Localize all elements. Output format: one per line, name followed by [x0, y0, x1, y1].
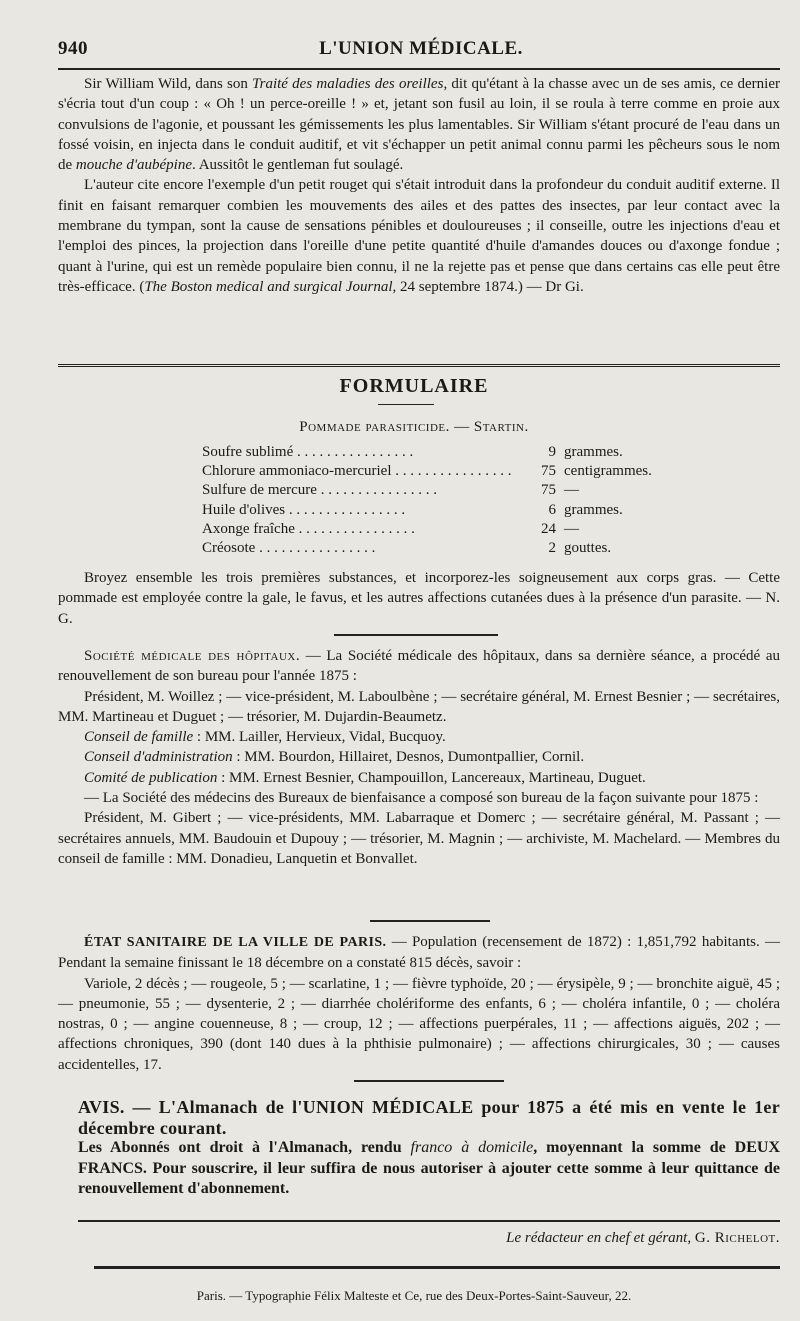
avis-rule	[78, 1220, 780, 1222]
divider-rule-2	[370, 920, 490, 922]
ingredient-row	[202, 444, 684, 463]
ingredient-name: Axonge fraîche . . . . . . . . . . . . . . . .	[202, 520, 415, 537]
avis-line-1: AVIS. — L'Almanach de l'UNION MÉDICALE pour 1875 a été mis en vente le 1er décembre courant.	[78, 1097, 780, 1138]
recipe-title: Pommade parasiticide. — Startin.	[299, 419, 529, 435]
printer-imprint: Paris. — Typographie Félix Malteste et Ce, rue des Deux-Portes-Saint-Sauveur, 22.	[196, 1288, 632, 1303]
avis-notice	[78, 1097, 780, 1200]
ingredient-row	[202, 502, 684, 521]
ingredient-quantity: 6	[548, 501, 556, 518]
ingredient-name: Huile d'olives . . . . . . . . . . . . . . . .	[202, 501, 406, 518]
bienfaisance-members: Président, M. Gibert ; — vice-présidents, MM. Labarraque et Domerc ; — secrétaire général, M. Passant ; — secrétaires annuels, MM. Baudouin et Dupouy ; — trésorier, M. Magnin ; — archiviste, M. Machelard. — Membres du conseil de famille : MM. Donadieu, Lanquetin et Bonvallet.	[58, 810, 780, 867]
etat-sanitaire-intro: ÉTAT SANITAIRE DE LA VILLE DE PARIS. — Population (recensement de 1872) : 1,851,792 habitants. — Pendant la semaine finissant le 18 décembre on a constaté 815 décès, savoir :	[58, 934, 780, 972]
conseil-administration: Conseil d'administration : MM. Bourdon, Hillairet, Desnos, Dumontpallier, Cornil.	[84, 749, 585, 766]
formulaire-underline	[378, 404, 434, 405]
ingredient-row	[202, 463, 684, 482]
societe-intro: Société médicale des hôpitaux. — La Société médicale des hôpitaux, dans sa dernière séance, a procédé au renouvellement de son bureau pour l'année 1875 :	[58, 648, 781, 685]
comite-publication: Comité de publication : MM. Ernest Besnier, Champouillon, Lancereaux, Martineau, Duguet.	[84, 769, 646, 786]
ingredient-quantity: 9	[548, 444, 556, 460]
ingredient-unit: grammes.	[564, 444, 623, 460]
journal-title: L'UNION MÉDICALE.	[319, 38, 523, 59]
ingredient-table	[202, 444, 684, 559]
divider-rule-3	[354, 1080, 504, 1082]
article-paragraph-2: L'auteur cite encore l'exemple d'un petit rouget qui s'était introduit dans la profondeur du conduit auditif externe. Il finit en faisant remarquer combien les mouvements des ailes et des pattes des insectes, par leur contact avec la membrane du tympan, sont la cause de sensations pénibles et douloureuses ; il conseille, outre les injections d'eau et l'emploi des pinces, la projection dans l'oreille d'une petite quantité d'huile d'amandes douces ou d'axonge fondue ; quant à l'urine, qui est un remède populaire bien connu, il ne la rejette pas et pense que dans certains cas elle peut être très-efficace. (The Boston medical and surgical Journal, 24 septembre 1874.) — Dr Gi.	[58, 177, 780, 295]
ingredient-name: Soufre sublimé . . . . . . . . . . . . . . . .	[202, 444, 414, 460]
ingredient-quantity: 75	[541, 463, 556, 480]
ingredient-quantity: 75	[541, 482, 556, 499]
ingredient-unit: grammes.	[564, 501, 623, 518]
header-rule	[58, 68, 780, 70]
conseil-famille: Conseil de famille : MM. Lailler, Hervieux, Vidal, Bucquoy.	[84, 729, 446, 746]
avis-line-2: Les Abonnés ont droit à l'Almanach, rendu franco à domicile, moyennant la somme de DEUX FRANCS. Pour souscrire, il leur suffira de nous autoriser à ajouter cette somme à leur quittance de renouvellement d'abonnement.	[78, 1139, 780, 1197]
ingredient-unit: —	[564, 482, 579, 499]
article-paragraph-1: Sir William Wild, dans son Traité des maladies des oreilles, dit qu'étant à la chasse avec un de ses amis, ce dernier s'écria tout d'un coup : « Oh ! un perce-oreille ! » et, jetant son fusil au loin, il se roula à terre comme en proie aux convulsions de l'agonie, et poussant les gémissements les plus lamentables. Sir William s'étant procuré de l'eau dans un fossé voisin, en injecta dans le conduit auditif, et vit s'échapper un petit animal connu parmi les pêcheurs sous le nom de mouche d'aubépine. Aussitôt le gentleman fut soulagé.	[58, 76, 780, 174]
cited-work: Traité des maladies des oreilles	[252, 76, 444, 92]
journal-page	[34, 0, 794, 1321]
bienfaisance-intro: — La Société des médecins des Bureaux de bienfaisance a composé son bureau de la façon suivante pour 1875 :	[84, 790, 759, 807]
etat-sanitaire-title: ÉTAT SANITAIRE DE LA VILLE DE PARIS.	[84, 935, 387, 950]
ingredient-quantity: 2	[548, 539, 556, 556]
section-divider	[58, 364, 780, 367]
ingredient-row	[202, 540, 684, 559]
ingredient-row	[202, 521, 684, 540]
article-ear-insects	[58, 74, 780, 297]
societe-title: Société médicale des hôpitaux.	[84, 648, 301, 664]
societe-officers: Président, M. Woillez ; — vice-président, M. Laboulbène ; — secrétaire général, M. Ernest Besnier ; — secrétaires, MM. Martineau et Duguet ; — trésorier, M. Dujardin-Beaumetz.	[58, 688, 780, 725]
ingredient-name: Sulfure de mercure . . . . . . . . . . . . . . . .	[202, 482, 437, 499]
ingredient-unit: gouttes.	[564, 539, 612, 556]
divider-rule	[334, 634, 498, 636]
footer-rule	[94, 1266, 780, 1269]
editor-signature: Le rédacteur en chef et gérant, G. Richelot.	[506, 1230, 780, 1246]
formulaire-heading: FORMULAIRE	[339, 375, 489, 397]
ingredient-name: Chlorure ammoniaco-mercuriel . . . . . . . . . . . . . . . .	[202, 463, 512, 480]
ingredient-unit: —	[564, 520, 579, 537]
etat-sanitaire-section	[58, 932, 780, 1075]
ingredient-row	[202, 482, 684, 501]
ingredient-name: Créosote . . . . . . . . . . . . . . . .	[202, 539, 376, 556]
page-header	[58, 34, 784, 64]
recipe-instructions: Broyez ensemble les trois premières substances, et incorporez-les soigneusement aux corps gras. — Cette pommade est employée contre la gale, le favus, et les autres affections cutanées dues à la présence d'un parasite. — N. G.	[58, 570, 780, 627]
societe-section	[58, 646, 780, 869]
ingredient-quantity: 24	[541, 520, 556, 537]
source-journal: The Boston medical and surgical Journal	[144, 278, 393, 295]
mortality-stats: Variole, 2 décès ; — rougeole, 5 ; — scarlatine, 1 ; — fièvre typhoïde, 20 ; — érysipèle, 9 ; — bronchite aiguë, 45 ; — pneumonie, 55 ; — dysenterie, 2 ; — diarrhée cholériforme des enfants, 6 ; — choléra infantile, 0 ; — choléra nostras, 0 ; — angine couenneuse, 8 ; — croup, 12 ; — affections puerpérales, 11 ; — affections aiguës, 202 ; — affections chroniques, 390 (dont 140 dues à la phthisie pulmonaire) ; — affections chirurgicales, 30 ; — causes accidentelles, 17.	[58, 975, 780, 1073]
page-number: 940	[58, 38, 88, 59]
insect-name: mouche d'aubépine	[75, 157, 193, 174]
ingredient-unit: centigrammes.	[564, 463, 652, 480]
